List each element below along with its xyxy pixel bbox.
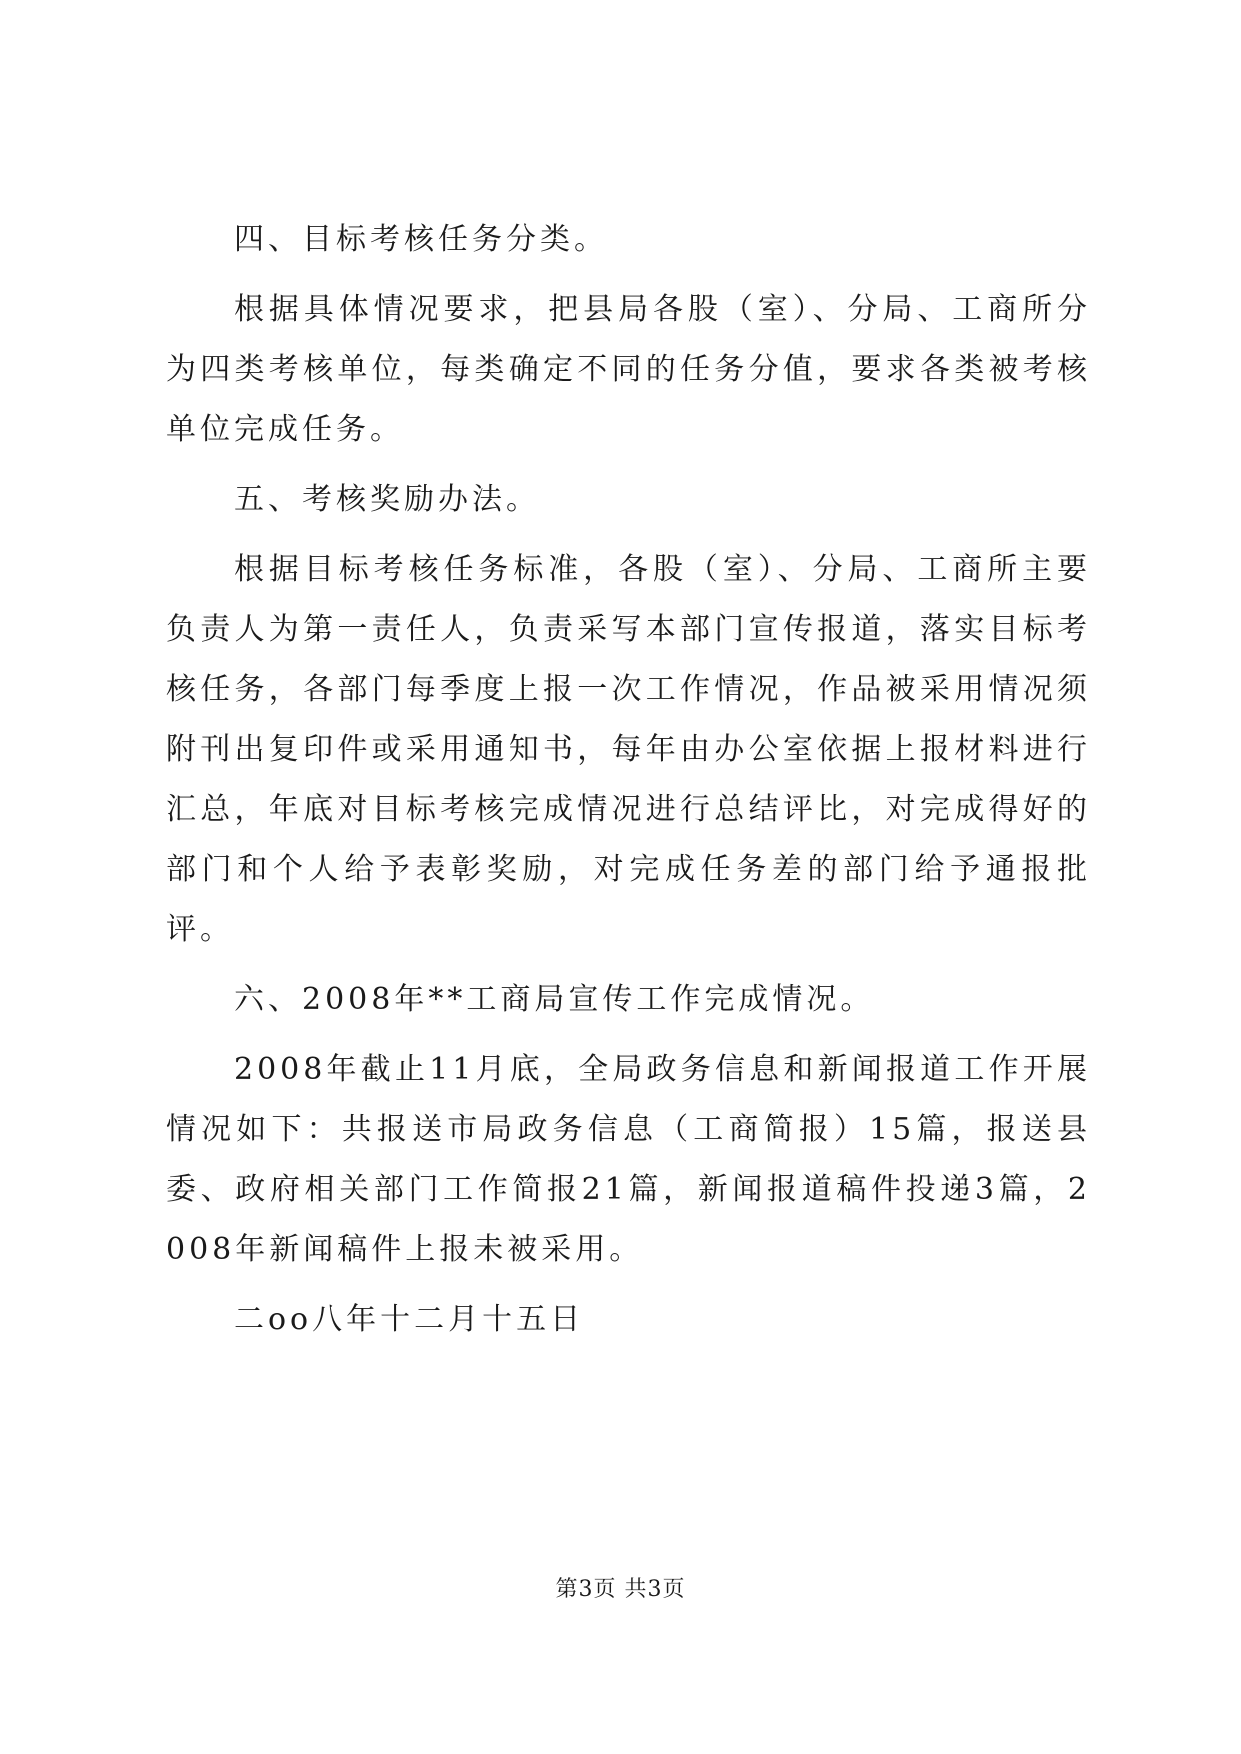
section-4-heading: 四、目标考核任务分类。 <box>234 222 608 257</box>
page-number-footer: 第3页 共3页 <box>555 1577 686 1602</box>
section-6-body: 2008年截止11月底，全局政务信息和新闻报道工作开展情况如下：共报送市局政务信息（工商简报）15篇，报送县委、政府相关部门工作简报21篇，新闻报道稿件投递3篇，2008年新闻稿件上报未被采用。 <box>166 1052 1091 1267</box>
document-date: 二oo八年十二月十五日 <box>234 1302 585 1337</box>
section-6-heading: 六、2008年**工商局宣传工作完成情况。 <box>234 982 875 1017</box>
section-5-body: 根据目标考核任务标准，各股（室）、分局、工商所主要负责人为第一责任人，负责采写本部门宣传报道，落实目标考核任务，各部门每季度上报一次工作情况，作品被采用情况须附刊出复印件或采用通知书，每年由办公室依据上报材料进行汇总，年底对目标考核完成情况进行总结评比，对完成得好的部门和个人给予表彰奖励，对完成任务差的部门给予通报批评。 <box>166 552 1091 947</box>
document-body <box>166 210 1091 1350</box>
section-5-heading: 五、考核奖励办法。 <box>234 482 540 517</box>
section-4-body: 根据具体情况要求，把县局各股（室）、分局、工商所分为四类考核单位，每类确定不同的任务分值，要求各类被考核单位完成任务。 <box>166 292 1091 447</box>
